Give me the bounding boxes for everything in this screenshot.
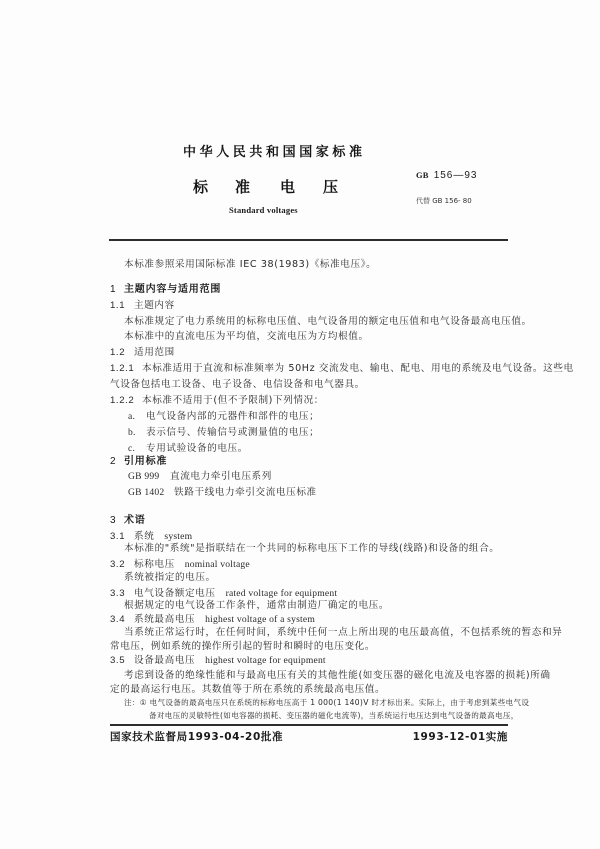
title-char: 准 [235, 178, 251, 196]
term-definition: 考虑到设备的绝缘性能和与最高电压有关的其他性能(如变压器的磁化电流及电容器的损耗)所确 [124, 670, 551, 681]
term-cn: 设备最高电压 [134, 655, 196, 666]
body-line: 气设备包括电工设备、电子设备、电信设备和电气器具。 [110, 379, 365, 390]
reference-code: GB 999 [128, 471, 160, 482]
clause-line [110, 395, 324, 407]
clause-line [110, 363, 574, 375]
section-title: 术语 [124, 515, 146, 526]
term-cn: 系统 [134, 531, 155, 542]
reference-item [128, 471, 272, 483]
reference-title: 直流电力牵引电压系列 [170, 471, 272, 482]
reference-title: 铁路干线电力牵引交流电压标准 [174, 487, 317, 498]
replaces-label: 代替 GB 156- 80 [416, 197, 472, 205]
subsection-heading [110, 347, 175, 359]
section-heading [110, 452, 167, 467]
title-char: 标 [193, 178, 209, 196]
term-cn: 标称电压 [134, 559, 175, 570]
standard-code-prefix: GB [416, 170, 429, 180]
term-en: system [164, 531, 193, 542]
subsection-number: 1.1 [110, 300, 126, 311]
section-title: 主题内容与适用范围 [124, 284, 222, 295]
approval-statement: 国家技术监督局1993-04-20批准 [110, 731, 284, 743]
clause-number: 1.2.2 [110, 395, 135, 406]
document-title [193, 176, 338, 197]
term-number: 3.3 [110, 588, 126, 599]
term-definition: 根据规定的电气设备工作条件，通常由制造厂确定的电压。 [124, 600, 390, 611]
term-number: 3.5 [110, 655, 126, 666]
term-definition: 定的最高运行电压。其数值等于所在系统的系统最高电压值。 [110, 684, 386, 695]
list-item [128, 427, 319, 439]
term-heading [110, 614, 315, 626]
term-en: nominal voltage [184, 559, 250, 570]
bottom-rule [110, 724, 508, 726]
section-heading [110, 280, 221, 295]
section-heading [110, 511, 146, 526]
clause-number: 1.2.1 [110, 363, 135, 374]
term-number: 3.4 [110, 614, 126, 625]
subsection-title: 适用范围 [134, 347, 175, 358]
note-line: 注：① 电气设备的最高电压只在系统的标称电压高于 1 000(1 140)V 时才标出来。实际上，由于考虑到某些电气设 [124, 698, 530, 707]
list-item-label: c. [128, 443, 136, 454]
subsection-number: 1.2 [110, 347, 126, 358]
national-standard-label: 中华人民共和国国家标准 [183, 145, 366, 160]
title-char: 电 [280, 178, 296, 196]
clause-text: 本标准适用于直流和标准频率为 50Hz 交流发电、输电、配电、用电的系统及电气设备。这些电 [142, 363, 574, 374]
term-heading [110, 655, 326, 667]
section-number: 3 [110, 515, 117, 526]
document-title-en: Standard voltages [229, 205, 298, 215]
term-cn: 电气设备额定电压 [134, 588, 216, 599]
term-definition: 常电压，例如系统的操作所引起的暂时和瞬时的电压变化。 [110, 641, 376, 652]
term-en: highest voltage for equipment [205, 655, 326, 666]
section-title: 引用标准 [124, 456, 168, 467]
reference-code: GB 1402 [128, 487, 165, 498]
term-definition: 本标准的"系统"是指联结在一个共同的标称电压下工作的导线(线路)和设备的组合。 [124, 543, 500, 554]
standard-code [416, 170, 478, 181]
list-item-text: 电气设备内部的元器件和部件的电压； [146, 411, 320, 422]
body-line: 本标准规定了电力系统用的标称电压值、电气设备用的额定电压值和电气设备最高电压值。 [124, 316, 532, 327]
top-rule [109, 239, 508, 241]
term-heading [110, 559, 250, 571]
subsection-title: 主题内容 [134, 300, 175, 311]
reference-item [128, 487, 317, 499]
term-number: 3.2 [110, 559, 126, 570]
standard-code-number: 156—93 [433, 170, 478, 181]
term-heading [110, 588, 337, 600]
term-heading [110, 531, 192, 543]
section-number: 1 [110, 284, 117, 295]
effective-date: 1993-12-01实施 [412, 731, 508, 743]
term-definition: 当系统正常运行时，在任何时间，系统中任何一点上所出现的电压最高值，不包括系统的暂态和异 [124, 627, 563, 638]
subsection-heading [110, 300, 175, 312]
body-line: 本标准中的直流电压为平均值，交流电压为方均根值。 [124, 331, 369, 342]
term-definition: 系统被指定的电压。 [124, 572, 216, 583]
list-item-text: 表示信号、传输信号或测量值的电压； [146, 427, 320, 438]
term-cn: 系统最高电压 [134, 614, 196, 625]
note-line: 备对电压的灵敏特性(如电容器的损耗、变压器的磁化电流等)，当系统运行电压达到电气设备的最高电压， [149, 711, 519, 720]
list-item [128, 411, 319, 423]
term-en: highest voltage of a system [205, 614, 316, 625]
section-number: 2 [110, 456, 117, 467]
list-item-text: 专用试验设备的电压。 [146, 443, 248, 454]
list-item-label: a. [128, 411, 136, 422]
intro-text: 本标准参照采用国际标准 IEC 38(1983)《标准电压》。 [124, 259, 377, 270]
title-char: 压 [323, 178, 339, 196]
term-en: rated voltage for equipment [225, 588, 338, 599]
term-number: 3.1 [110, 531, 126, 542]
clause-text: 本标准不适用于(但不予限制)下列情况： [142, 395, 324, 406]
list-item-label: b. [128, 427, 136, 438]
